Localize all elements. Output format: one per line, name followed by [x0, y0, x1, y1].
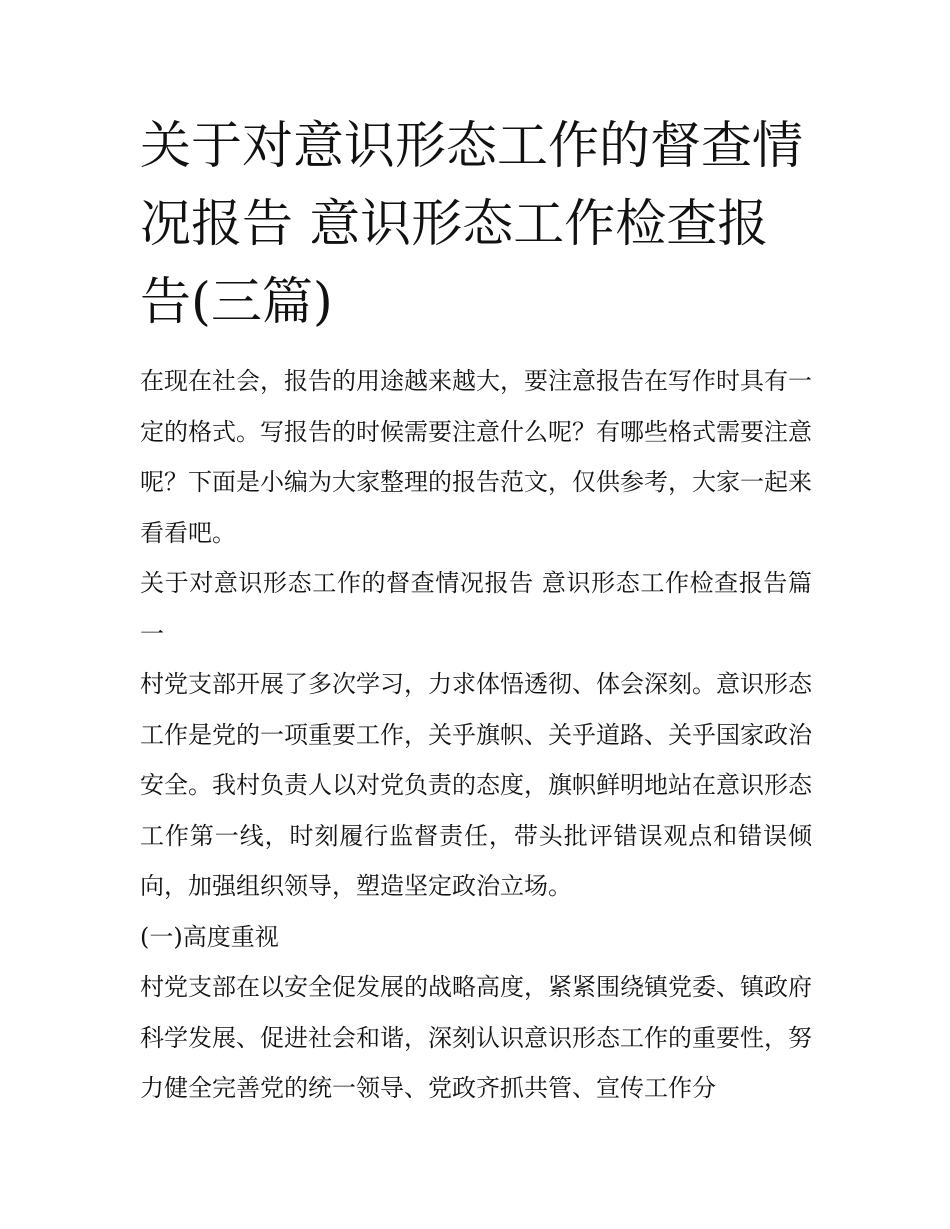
- body-paragraph: 村党支部在以安全促发展的战略高度，紧紧围绕镇党委、镇政府科学发展、促进社会和谐，深刻认识意识形态工作的重要性，努力健全完善党的统一领导、党政齐抓共管、宣传工作分: [140, 973, 812, 1102]
- document-body: [140, 108, 812, 1114]
- intro-paragraph: 在现在社会，报告的用途越来越大，要注意报告在写作时具有一定的格式。写报告的时候需要注意什么呢？有哪些格式需要注意呢？下面是小编为大家整理的报告范文，仅供参考，大家一起来看看吧。: [140, 367, 812, 547]
- section-heading: 关于对意识形态工作的督查情况报告 意识形态工作检查报告篇一: [140, 569, 812, 648]
- document-title: 关于对意识形态工作的督查情况报告 意识形态工作检查报告(三篇): [140, 117, 804, 332]
- subsection-heading: (一)高度重视: [140, 922, 279, 951]
- body-paragraph: 村党支部开展了多次学习，力求体悟透彻、体会深刻。意识形态工作是党的一项重要工作，关乎旗帜、关乎道路、关乎国家政治安全。我村负责人以对党负责的态度，旗帜鲜明地站在意识形态工作第一线，时刻履行监督责任，带头批评错误观点和错误倾向，加强组织领导，塑造坚定政治立场。: [140, 670, 812, 900]
